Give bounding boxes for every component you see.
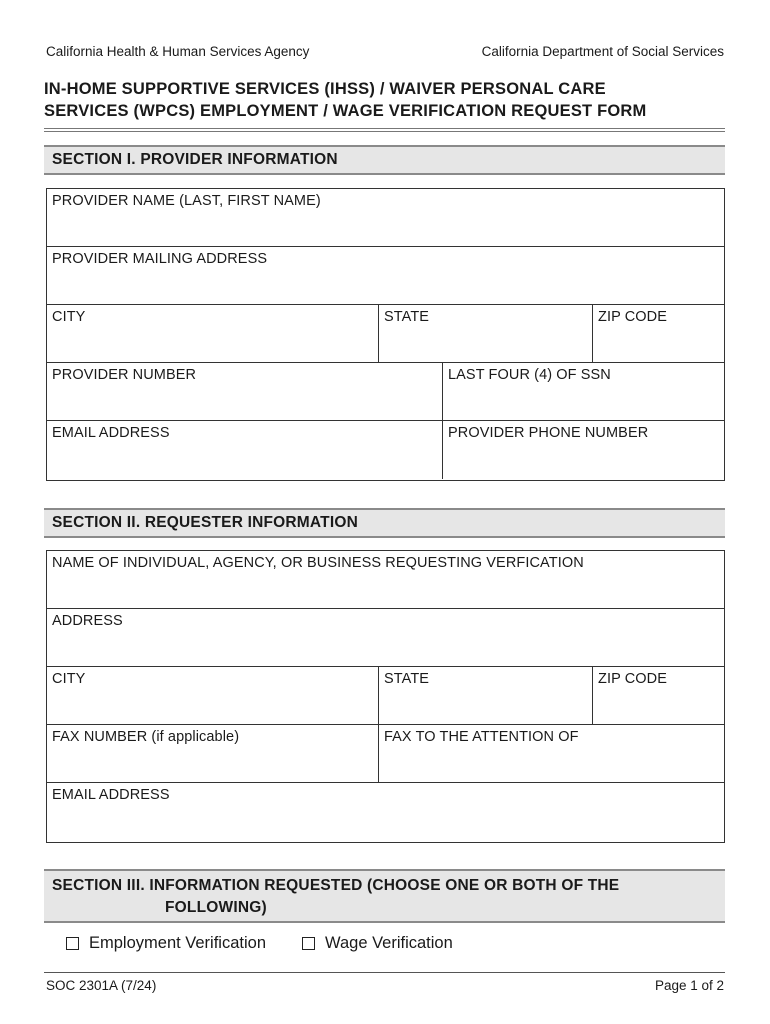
requester-information-grid: [46, 550, 725, 843]
field-label: PROVIDER MAILING ADDRESS: [52, 251, 268, 267]
section-3-header: [44, 869, 725, 923]
fax-attention-field[interactable]: [379, 725, 724, 782]
fax-number-field[interactable]: [47, 725, 379, 782]
form-row: [47, 305, 724, 363]
form-row: [47, 609, 724, 667]
field-label: STATE: [384, 309, 430, 325]
requester-email-field[interactable]: [47, 783, 724, 841]
form-row: [47, 667, 724, 725]
ssn-last-four-field[interactable]: [443, 363, 724, 420]
requester-address-field[interactable]: [47, 609, 724, 666]
field-label: ADDRESS: [52, 613, 123, 629]
field-label: ZIP CODE: [598, 309, 668, 325]
checkbox-label: Wage Verification: [325, 934, 453, 952]
provider-zip-field[interactable]: [593, 305, 724, 362]
requester-zip-field[interactable]: [593, 667, 724, 724]
provider-name-field[interactable]: [47, 189, 724, 246]
field-label: PROVIDER NAME (LAST, FIRST NAME): [52, 193, 321, 209]
form-number: SOC 2301A (7/24): [46, 978, 157, 993]
field-label: FAX NUMBER (if applicable): [52, 729, 240, 745]
section-2-title: SECTION II. REQUESTER INFORMATION: [52, 514, 358, 531]
requester-state-field[interactable]: [379, 667, 593, 724]
form-title-line-1: IN-HOME SUPPORTIVE SERVICES (IHSS) / WAIVER PERSONAL CARE: [44, 80, 606, 98]
field-label: FAX TO THE ATTENTION OF: [384, 729, 579, 745]
verification-options: [66, 934, 453, 953]
field-label: CITY: [52, 309, 86, 325]
section-2-header: [44, 508, 725, 538]
form-row: [47, 189, 724, 247]
field-label: NAME OF INDIVIDUAL, AGENCY, OR BUSINESS REQUESTING VERFICATION: [52, 555, 584, 571]
provider-city-field[interactable]: [47, 305, 379, 362]
provider-mailing-address-field[interactable]: [47, 247, 724, 304]
provider-email-field[interactable]: [47, 421, 443, 479]
form-row: [47, 725, 724, 783]
section-3-title-line-2: FOLLOWING): [165, 899, 267, 916]
section-3-title: [52, 875, 619, 919]
checkbox-square-icon: [302, 937, 315, 950]
title-divider: [44, 131, 725, 132]
section-3-title-line-1: SECTION III. INFORMATION REQUESTED (CHOOSE ONE OR BOTH OF THE: [52, 877, 620, 894]
provider-phone-field[interactable]: [443, 421, 724, 479]
section-1-header: [44, 145, 725, 175]
checkbox-square-icon: [66, 937, 79, 950]
form-row: [47, 551, 724, 609]
agency-name: California Health & Human Services Agency: [46, 44, 310, 59]
footer-divider: [44, 972, 725, 973]
department-name: California Department of Social Services: [481, 44, 724, 59]
page-number: Page 1 of 2: [654, 978, 724, 993]
field-label: STATE: [384, 671, 430, 687]
form-title-line-2: SERVICES (WPCS) EMPLOYMENT / WAGE VERIFICATION REQUEST FORM: [44, 102, 647, 120]
field-label: ZIP CODE: [598, 671, 668, 687]
employment-verification-checkbox[interactable]: [66, 934, 266, 953]
provider-number-field[interactable]: [47, 363, 443, 420]
title-divider: [44, 128, 725, 129]
provider-state-field[interactable]: [379, 305, 593, 362]
requester-name-field[interactable]: [47, 551, 724, 608]
form-row: [47, 247, 724, 305]
section-1-title: SECTION I. PROVIDER INFORMATION: [52, 151, 338, 168]
field-label: PROVIDER PHONE NUMBER: [448, 425, 649, 441]
field-label: EMAIL ADDRESS: [52, 787, 170, 803]
form-row: [47, 783, 724, 841]
wage-verification-checkbox[interactable]: [302, 934, 453, 953]
checkbox-label: Employment Verification: [89, 934, 266, 952]
field-label: CITY: [52, 671, 86, 687]
requester-city-field[interactable]: [47, 667, 379, 724]
provider-information-grid: [46, 188, 725, 481]
form-row: [47, 421, 724, 479]
form-row: [47, 363, 724, 421]
field-label: EMAIL ADDRESS: [52, 425, 170, 441]
form-title: [44, 78, 734, 122]
field-label: PROVIDER NUMBER: [52, 367, 197, 383]
field-label: LAST FOUR (4) OF SSN: [448, 367, 611, 383]
